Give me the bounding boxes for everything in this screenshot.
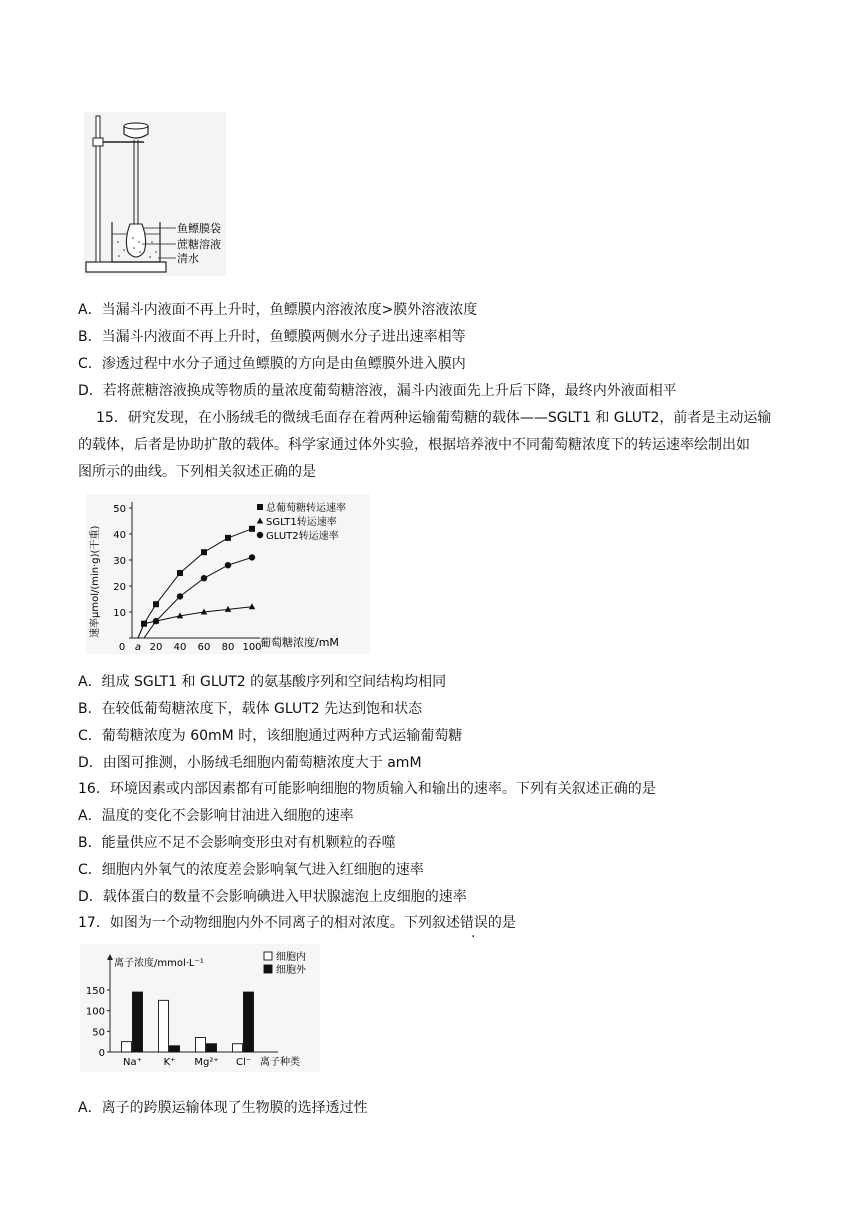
chart2-bar: [233, 1044, 243, 1052]
chart2-bar: [122, 1042, 132, 1052]
q15-option-a: A．组成 SGLT1 和 GLUT2 的氨基酸序列和空间结构均相同: [78, 674, 447, 690]
chart1-point-circle: [153, 618, 159, 624]
chart1-y-tick-label: 40: [113, 530, 126, 541]
q17-stem: [78, 913, 516, 933]
chart1-x-tick-label: 80: [221, 642, 235, 653]
chart1-point-circle: [249, 554, 255, 560]
chart2-category-label: K⁺: [163, 1057, 176, 1068]
q14-option-b: B．当漏斗内液面不再上升时，鱼鳔膜两侧水分子进出速率相等: [78, 329, 466, 345]
chart1-x-tick-label: 60: [197, 642, 211, 653]
chart2-y-tick-label: 150: [85, 986, 105, 997]
chart2-legend-label: 细胞内: [276, 952, 306, 963]
q16-stem: 16．环境因素或内部因素都有可能影响细胞的物质输入和输出的速率。下列有关叙述正确的是: [78, 781, 656, 797]
chart1-point-circle: [201, 575, 207, 581]
q16-option-c: C．细胞内外氧气的浓度差会影响氧气进入红细胞的速率: [78, 862, 424, 878]
chart1-point-circle: [177, 593, 183, 599]
chart2-bar: [133, 992, 143, 1052]
chart1-point-square: [201, 549, 207, 555]
q15-option-c: C．葡萄糖浓度为 60mM 时，该细胞通过两种方式运输葡萄糖: [78, 728, 463, 744]
chart2-bar: [244, 992, 254, 1052]
osmosis-apparatus-figure: [84, 112, 226, 276]
q15-stem-line3: 图所示的曲线。下列相关叙述正确的是: [78, 464, 316, 480]
chart2-category-label: Mg²⁺: [194, 1057, 219, 1068]
chart2-bar: [170, 1046, 180, 1052]
chart1-legend-label: SGLT1转运速率: [266, 517, 337, 528]
q15-option-d: D．由图可推测，小肠绒毛细胞内葡萄糖浓度大于 amM: [78, 755, 422, 771]
osmosis-apparatus-drawing: [84, 112, 226, 276]
ion-concentration-chart-svg: [80, 944, 320, 1072]
q16-option-b: B．能量供应不足不会影响变形虫对有机颗粒的吞噬: [78, 835, 396, 851]
chart1-legend-label: GLUT2转运速率: [266, 531, 339, 542]
chart2-bar: [196, 1038, 206, 1052]
chart2-legend-swatch: [264, 965, 272, 973]
q16-option-a: A．温度的变化不会影响甘油进入细胞的速率: [78, 808, 354, 824]
chart2-y-tick-label: 100: [85, 1006, 105, 1018]
chart1-point-square: [153, 601, 159, 607]
label-clear-water: 清水: [177, 252, 199, 265]
chart2-y-tick-label: 0: [98, 1048, 105, 1059]
chart2-category-label: Cl⁻: [235, 1057, 252, 1068]
chart2-legend-label: 细胞外: [276, 965, 306, 976]
chart1-legend-label: 总葡萄糖转运速率: [266, 503, 346, 514]
chart1-x-tick-label: 100: [242, 642, 262, 653]
chart1-point-square: [257, 504, 263, 510]
chart1-x-tick-label: 20: [149, 642, 163, 653]
transport-rate-chart-svg: [86, 494, 370, 654]
chart2-bar: [159, 1000, 169, 1052]
q17-stem-suffix: 的是: [487, 915, 516, 931]
chart1-point-square: [249, 526, 255, 532]
chart2-y-tick-label: 50: [92, 1027, 105, 1039]
chart2-legend-swatch: [264, 952, 272, 960]
q14-option-a: A．当漏斗内液面不再上升时，鱼鳔膜内溶液浓度>膜外溶液浓度: [78, 302, 478, 318]
label-sucrose-solution: 蔗糖溶液: [177, 238, 221, 251]
q17-stem-emphasis: 错误: [459, 915, 488, 931]
q15-stem-line2: 的载体，后者是协助扩散的载体。科学家通过体外实验，根据培养液中不同葡萄糖浓度下的转运速率绘制出如: [78, 437, 750, 453]
chart1-y-tick-label: 50: [113, 504, 126, 515]
chart1-point-square: [177, 570, 183, 576]
q16-option-d: D．载体蛋白的数量不会影响碘进入甲状腺滤泡上皮细胞的速率: [78, 889, 467, 905]
chart2-y-axis-label: 离子浓度/mmol·L⁻¹: [114, 958, 204, 969]
label-membrane-bag: 鱼鳔膜袋: [177, 222, 221, 235]
chart1-x-tick-label: a: [134, 642, 142, 653]
ion-concentration-chart: [80, 944, 320, 1072]
chart1-y-tick-label: 30: [113, 556, 126, 567]
chart2-category-label: Na⁺: [123, 1057, 142, 1068]
chart1-x-tick-label: 0: [118, 642, 126, 653]
chart1-point-circle: [225, 562, 231, 568]
q14-option-c: C．渗透过程中水分子通过鱼鳔膜的方向是由鱼鳔膜外进入膜内: [78, 356, 466, 372]
q15-stem-line1: 15．研究发现，在小肠绒毛的微绒毛面存在着两种运输葡萄糖的载体——SGLT1 和 GLUT2，前者是主动运输: [96, 410, 772, 426]
q17-stem-prefix: 17．如图为一个动物细胞内外不同离子的相对浓度。下列叙述: [78, 915, 460, 931]
chart1-point-square: [225, 535, 231, 541]
chart2-x-axis-label: 离子种类: [260, 1057, 300, 1068]
chart1-x-tick-label: 40: [173, 642, 187, 653]
q17-option-a: A．离子的跨膜运输体现了生物膜的选择透过性: [78, 1100, 368, 1116]
transport-rate-chart: [86, 494, 370, 654]
chart1-y-tick-label: 20: [113, 582, 126, 593]
chart1-x-axis-label: 葡萄糖浓度/mM: [260, 636, 339, 649]
chart1-point-circle: [257, 532, 263, 538]
q14-option-d: D．若将蔗糖溶液换成等物质的量浓度葡萄糖溶液，漏斗内液面先上升后下降，最终内外液面相平: [78, 383, 677, 399]
chart2-bar: [207, 1044, 217, 1052]
q15-option-b: B．在较低葡萄糖浓度下，载体 GLUT2 先达到饱和状态: [78, 701, 423, 717]
chart1-y-tick-label: 10: [113, 608, 126, 619]
chart1-y-axis-label: 速率μmol/(min·g)(干重): [90, 525, 101, 638]
